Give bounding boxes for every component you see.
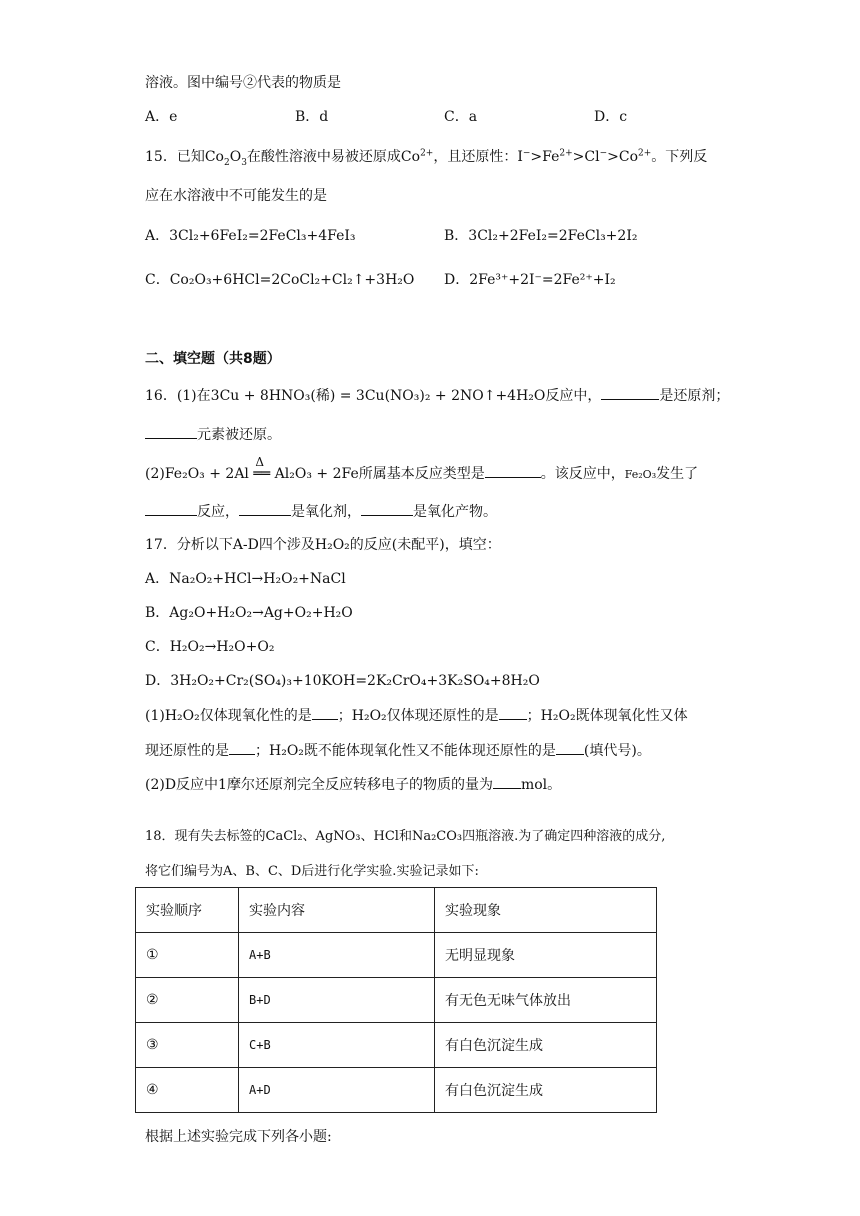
q17-part1-line2: 现还原性的是 ；H₂O₂既不能体现氧化性又不能体现还原性的是 (填代号)。	[145, 740, 651, 761]
section-heading: 二、填空题（共8题）	[145, 351, 281, 367]
table-row	[136, 933, 657, 978]
q15-option-b: B．3Cl₂+2FeI₂=2FeCl₃+2I₂	[444, 228, 638, 244]
answer-blank[interactable]	[312, 705, 338, 720]
q18-stem-line2: 将它们编号为A、B、C、D后进行化学实验.实验记录如下:	[145, 864, 479, 879]
q15-option-c: C．Co₂O₃+6HCl=2CoCl₂+Cl₂↑+3H₂O	[145, 272, 415, 288]
q17-part1-line1: (1)H₂O₂仅体现氧化性的是 ；H₂O₂仅体现还原性的是 ；H₂O₂既体现氧化性又体	[145, 705, 688, 726]
table-row	[136, 1023, 657, 1068]
table-cell: 有无色无味气体放出	[435, 978, 657, 1023]
table-cell: ③	[136, 1023, 239, 1068]
q14-option-c: C．a	[444, 109, 478, 125]
table-cell: B+D	[239, 978, 435, 1023]
answer-blank[interactable]	[556, 740, 584, 755]
heat-condition: Δ ══	[253, 455, 271, 482]
table-row	[136, 978, 657, 1023]
q17-reaction-a: A．Na₂O₂+HCl→H₂O₂+NaCl	[145, 571, 346, 587]
answer-blank[interactable]	[601, 385, 659, 400]
q17-stem: 17．分析以下A-D四个涉及H₂O₂的反应(未配平)，填空：	[145, 537, 501, 553]
q14-option-b: B．d	[295, 109, 329, 125]
table-cell: A+D	[239, 1068, 435, 1113]
q17-reaction-b: B．Ag₂O+H₂O₂→Ag+O₂+H₂O	[145, 605, 353, 621]
q18-footer: 根据上述实验完成下列各小题:	[145, 1129, 332, 1145]
q15-option-d: D．2Fe³⁺+2I⁻=2Fe²⁺+I₂	[444, 272, 616, 288]
experiment-table	[135, 887, 657, 1113]
q17-reaction-c: C．H₂O₂→H₂O+O₂	[145, 639, 275, 655]
table-cell: ④	[136, 1068, 239, 1113]
answer-blank[interactable]	[499, 705, 527, 720]
table-cell: 有白色沉淀生成	[435, 1023, 657, 1068]
q16-line3: (2)Fe₂O₃ + 2Al Δ ══ Al₂O₃ + 2Fe所属基本反应类型是 。该反应中，Fe₂O₃发生了	[145, 455, 699, 482]
answer-blank[interactable]	[145, 501, 197, 516]
table-cell: A+B	[239, 933, 435, 978]
q16-line2: 元素被还原。	[145, 424, 281, 445]
q16-equation-1: 3Cu + 8HNO₃(稀) = 3Cu(NO₃)₂ + 2NO↑+4H₂O	[210, 388, 546, 404]
table-cell: C+B	[239, 1023, 435, 1068]
table-cell: ②	[136, 978, 239, 1023]
table-cell: 无明显现象	[435, 933, 657, 978]
table-header: 实验现象	[435, 888, 657, 933]
answer-blank[interactable]	[493, 774, 521, 789]
table-cell: ①	[136, 933, 239, 978]
answer-blank[interactable]	[145, 424, 197, 439]
answer-blank[interactable]	[229, 740, 255, 755]
q15-stem: 15．已知$Co_2O_3$在酸性溶液中易被还原成$Co^{2+}$，且还原性：$I^->Fe^{2+}>Cl^->Co^{2+}$。下列反	[145, 148, 708, 168]
q14-stem-tail: 溶液。图中编号②代表的物质是	[145, 75, 341, 91]
q17-part2: (2)D反应中1摩尔还原剂完全反应转移电子的物质的量为 mol。	[145, 774, 561, 795]
table-header: 实验顺序	[136, 888, 239, 933]
q14-option-d: D．c	[594, 109, 628, 125]
table-header: 实验内容	[239, 888, 435, 933]
answer-blank[interactable]	[485, 463, 541, 478]
q18-stem-line1: 18．现有失去标签的CaCl₂、AgNO₃、HCl和Na₂CO₃四瓶溶液.为了确定四种溶液的成分,	[145, 829, 666, 844]
q17-reaction-d: D．3H₂O₂+Cr₂(SO₄)₃+10KOH=2K₂CrO₄+3K₂SO₄+8H₂O	[145, 673, 540, 689]
table-cell: 有白色沉淀生成	[435, 1068, 657, 1113]
q15-option-a: A．3Cl₂+6FeI₂=2FeCl₃+4FeI₃	[145, 228, 356, 244]
table-row	[136, 1068, 657, 1113]
q16-line1: 16．(1)在3Cu + 8HNO₃(稀) = 3Cu(NO₃)₂ + 2NO↑+4H₂O反应中， 是还原剂；	[145, 385, 729, 406]
table-header-row	[136, 888, 657, 933]
answer-blank[interactable]	[361, 501, 413, 516]
q15-stem-line2: 应在水溶液中不可能发生的是	[145, 188, 327, 204]
answer-blank[interactable]	[239, 501, 291, 516]
q16-equation-2: Fe₂O₃ + 2Al	[164, 466, 249, 482]
q16-line4: 反应， 是氧化剂， 是氧化产物。	[145, 501, 497, 522]
q14-option-a: A．e	[145, 109, 178, 125]
